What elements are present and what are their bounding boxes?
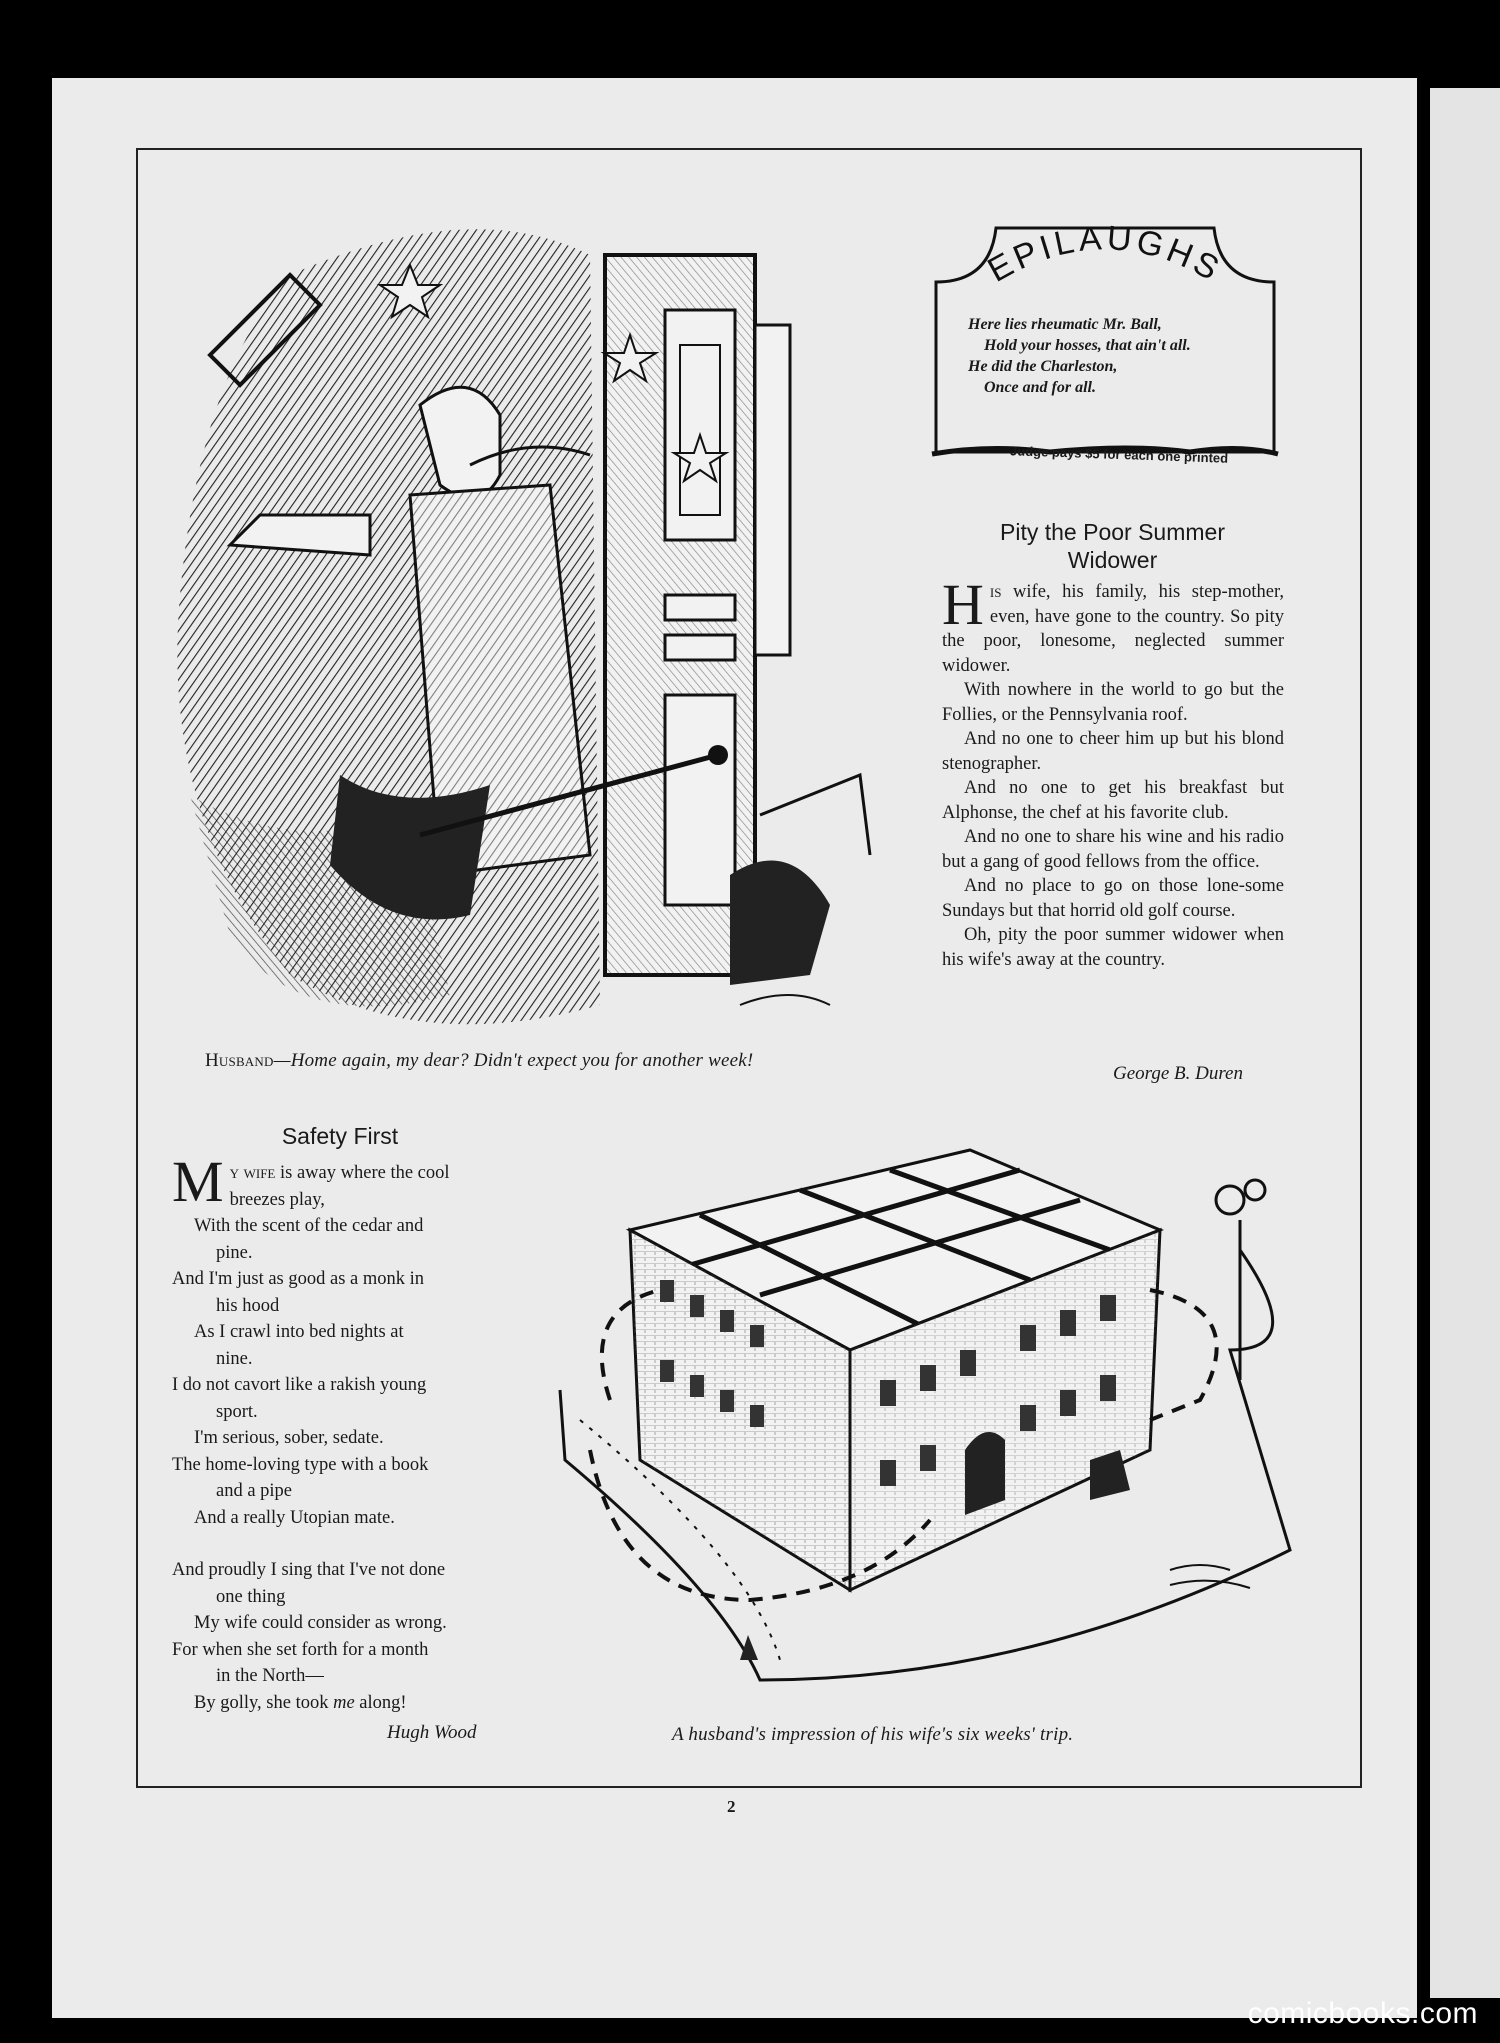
poem-line: As I crawl into bed nights at — [194, 1322, 404, 1342]
poem-body — [172, 1149, 517, 1716]
poem-line: his hood — [216, 1295, 280, 1316]
poem-line-part: along! — [354, 1692, 407, 1713]
poem-title: Safety First — [281, 1123, 399, 1149]
facing-page-edge — [1430, 88, 1500, 1998]
article-paragraph: And no one to share his wine and his radio but a gang of good fellows from the office. — [942, 827, 1284, 872]
poem-line: The home-loving type with a book — [172, 1454, 429, 1475]
cartoon-illustration-top — [170, 215, 890, 1050]
poem-line: pine. — [216, 1242, 253, 1263]
poem-line: With the scent of the cedar and — [194, 1216, 424, 1236]
poem-lead-text: is away where the cool — [275, 1163, 450, 1183]
poem-line: nine. — [216, 1348, 253, 1369]
svg-text:EPILAUGHS — [982, 222, 1229, 290]
poem-line: And I'm just as good as a monk in — [172, 1269, 425, 1289]
article-lead-text: wife, his family, his step-mother, even, have gone to the country. So pity the poor, lonesome, neglected summer widower. — [942, 582, 1284, 676]
article-paragraph: And no one to cheer him up but his blond stenographer. — [942, 729, 1284, 774]
stanza-gap — [172, 1531, 517, 1557]
article-title — [940, 518, 1285, 574]
epilaughs-line: Here lies rheumatic Mr. Ball, — [968, 316, 1162, 333]
article-author: George B. Duren — [1113, 1063, 1243, 1084]
caption-speaker: Husband — [205, 1050, 274, 1071]
article-paragraph: And no one to get his breakfast but Alphonse, the chef at his favorite club. — [942, 778, 1284, 823]
epilaughs-line: Hold your hosses, that ain't all. — [984, 337, 1191, 354]
poem-line: For when she set forth for a month — [172, 1639, 429, 1660]
poem-lead-smallcaps: y wife — [229, 1163, 276, 1183]
article-title-line: Pity the Poor Summer — [1000, 519, 1225, 545]
cartoon-caption-top: Husband—Home again, my dear? Didn't expect you for another week! — [205, 1050, 754, 1071]
poem-line: And a really Utopian mate. — [194, 1507, 395, 1528]
article-paragraph: Oh, pity the poor summer widower when his wife's away at the country. — [942, 925, 1284, 970]
watermark: comicbooks.com — [1247, 1997, 1478, 2030]
epilaughs-line: Once and for all. — [984, 379, 1096, 396]
poem-line: And proudly I sing that I've not done — [172, 1560, 446, 1580]
cartoon-illustration-bottom — [550, 1120, 1350, 1720]
cartoon-caption-bottom: A husband's impression of his wife's six weeks' trip. — [672, 1724, 1074, 1745]
drop-cap: M — [172, 1149, 224, 1214]
poem-line-emphasis: me — [333, 1692, 355, 1713]
article-paragraph: And no place to go on those lone-some Sundays but that horrid old golf course. — [942, 876, 1284, 921]
poem-author: Hugh Wood — [387, 1722, 477, 1743]
poem-line: My wife could consider as wrong. — [194, 1613, 447, 1633]
article-title-line: Widower — [1067, 547, 1158, 573]
article-lead-smallcaps: is — [989, 582, 1002, 602]
epilaughs-footer: Judge pays $5 for each one printed — [1009, 443, 1229, 466]
epilaughs-line: He did the Charleston, — [968, 358, 1118, 375]
article-body — [942, 572, 1284, 972]
poem-line — [172, 1690, 517, 1717]
poem-line: I do not cavort like a rakish young — [172, 1375, 427, 1395]
poem-line-part: By golly, she took — [194, 1692, 334, 1713]
article-paragraph: With nowhere in the world to go but the Follies, or the Pennsylvania roof. — [942, 680, 1284, 725]
poem-line: and a pipe — [216, 1481, 293, 1501]
poem-line: breezes play, — [229, 1189, 325, 1210]
poem-line: sport. — [216, 1401, 258, 1422]
drop-cap: H — [942, 572, 984, 637]
poem-line: one thing — [216, 1586, 286, 1607]
epilaughs-verse — [968, 314, 1258, 398]
page-number: 2 — [727, 1797, 736, 1816]
caption-text: Home again, my dear? Didn't expect you for another week! — [290, 1050, 754, 1071]
article-paragraph — [942, 572, 1284, 678]
epilaughs-title: EPILAUGHS — [981, 222, 1229, 290]
poem-line: in the North— — [216, 1666, 324, 1686]
poem-line: I'm serious, sober, sedate. — [194, 1428, 384, 1448]
